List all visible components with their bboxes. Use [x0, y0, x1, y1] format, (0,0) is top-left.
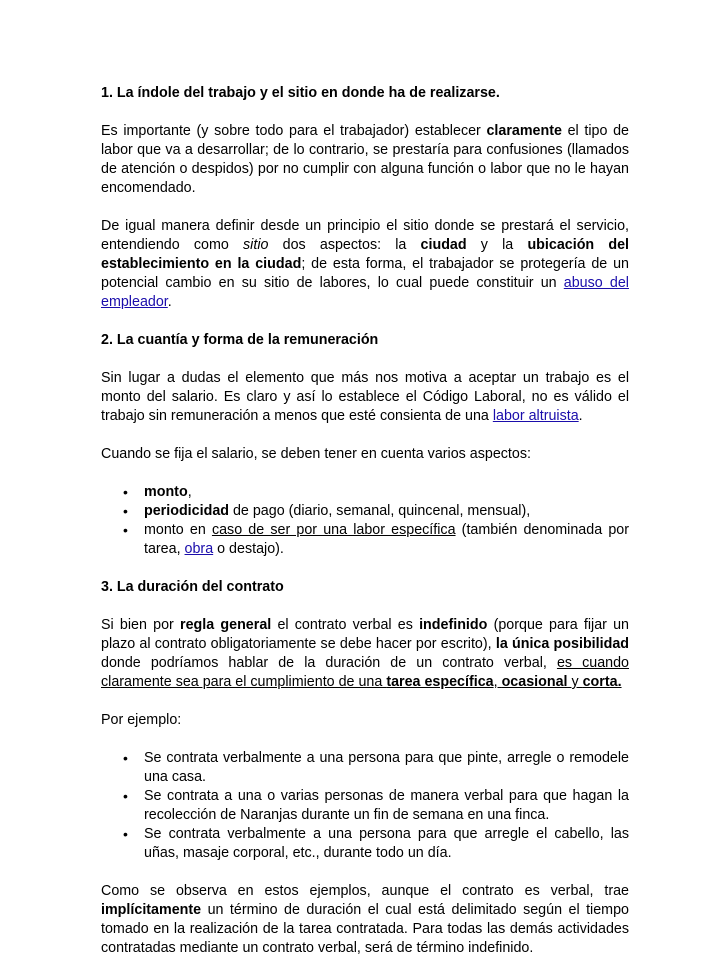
labor-altruista-link[interactable]: labor altruista — [492, 408, 579, 424]
text-run: . — [578, 408, 583, 424]
text-run: el tipo de labor que va a desarrollar; de lo contrario, se prestaría para confusiones (llamados de atención o despidos) por no cumplir con alguna función o labor que no le hayan encomendado. — [101, 123, 629, 196]
text-run: es cuando claramente sea para el cumplimiento de una — [101, 655, 630, 690]
text-run: donde podríamos hablar de la duración de un contrato verbal, — [101, 655, 557, 671]
section-1-heading: 1. La índole del trabajo y el sitio en donde ha de realizarse. — [101, 85, 500, 101]
section-3-paragraph-1 — [101, 616, 629, 692]
bold-text: claramente — [486, 123, 562, 139]
bold-text: ocasional — [501, 674, 568, 690]
bold-text: periodicidad — [144, 503, 229, 519]
bold-text: tarea específica — [386, 674, 494, 690]
text-run: o destajo). — [213, 541, 284, 557]
section-3-heading: 3. La duración del contrato — [101, 579, 284, 595]
list-item: • Se contrata a una o varias personas de manera verbal para que hagan la recolección de Naranjas durante un fin de semana en una finca. — [144, 787, 629, 825]
bold-text: ubicación del establecimiento en la ciudad — [101, 237, 629, 272]
text-run: (también denominada por tarea, — [144, 522, 629, 557]
text-run: de pago (diario, semanal, quincenal, mensual), — [229, 503, 531, 519]
list-item — [144, 521, 629, 559]
text-run: , — [187, 484, 192, 500]
section-2-heading: 2. La cuantía y forma de la remuneración — [101, 332, 379, 348]
section-3-paragraph-3 — [101, 882, 629, 958]
list-item — [144, 483, 629, 502]
text-run: dos aspectos: la — [268, 237, 421, 253]
abuso-del-empleador-link[interactable]: abuso del empleador — [101, 275, 629, 310]
text-run: monto en — [144, 522, 212, 538]
list-item — [144, 502, 629, 521]
salary-aspects-list — [101, 483, 629, 559]
text-run: ; de esta forma, el trabajador se protegería de un potencial cambio en su sitio de labores, lo cual puede constituir un — [101, 256, 630, 291]
bold-text: corta. — [582, 674, 622, 690]
list-item: • Se contrata verbalmente a una persona para que pinte, arregle o remodele una casa. — [144, 749, 629, 787]
section-2-paragraph-1 — [101, 369, 629, 426]
underlined-text: caso de ser por una labor específica — [211, 522, 456, 538]
bold-text: monto — [144, 484, 188, 500]
bold-text: implícitamente — [101, 902, 202, 918]
section-1-paragraph-1 — [101, 122, 629, 198]
section-1-paragraph-2 — [101, 217, 629, 312]
text-run: y la — [466, 237, 528, 253]
italic-text: sitio — [243, 237, 269, 253]
text-run: y — [567, 674, 583, 690]
text-run: De igual manera definir desde un principio el sitio donde se prestará el servicio, entendiendo como — [101, 218, 629, 253]
bold-text: ciudad — [420, 237, 467, 253]
list-item: • Se contrata verbalmente a una persona para que arregle el cabello, las uñas, masaje corporal, etc., durante todo un día. — [144, 825, 629, 863]
text-run: (porque para fijar un plazo al contrato obligatoriamente se debe hacer por escrito), — [101, 617, 630, 652]
text-run: Si bien por — [101, 617, 181, 633]
section-2-paragraph-2: Cuando se fija el salario, se deben tener en cuenta varios aspectos: — [101, 446, 531, 462]
text-run: . — [167, 294, 172, 310]
bold-text: indefinido — [419, 617, 488, 633]
text-run: el contrato verbal es — [271, 617, 420, 633]
text-run: Es importante (y sobre todo para el trabajador) establecer — [101, 123, 487, 139]
text-run: Sin lugar a dudas el elemento que más nos motiva a aceptar un trabajo es el monto del salario. Es claro y así lo establece el Código Laboral, no es válido el trabajo sin remuneración a menos que esté consienta de una — [101, 370, 629, 424]
bold-text: regla general — [180, 617, 272, 633]
text-run: , — [493, 674, 502, 690]
text-run: Como se observa en estos ejemplos, aunque el contrato es verbal, trae — [101, 883, 629, 899]
examples-list — [101, 749, 629, 863]
text-run: un término de duración el cual está delimitado según el tiempo tomado en la realización de la tarea contratada. Para todas las demás actividades contratadas mediante un contrato verbal, será de término indefinido. — [101, 902, 629, 956]
section-3-paragraph-2: Por ejemplo: — [101, 712, 182, 728]
obra-link[interactable]: obra — [184, 541, 214, 557]
bold-text: la única posibilidad — [495, 636, 630, 652]
